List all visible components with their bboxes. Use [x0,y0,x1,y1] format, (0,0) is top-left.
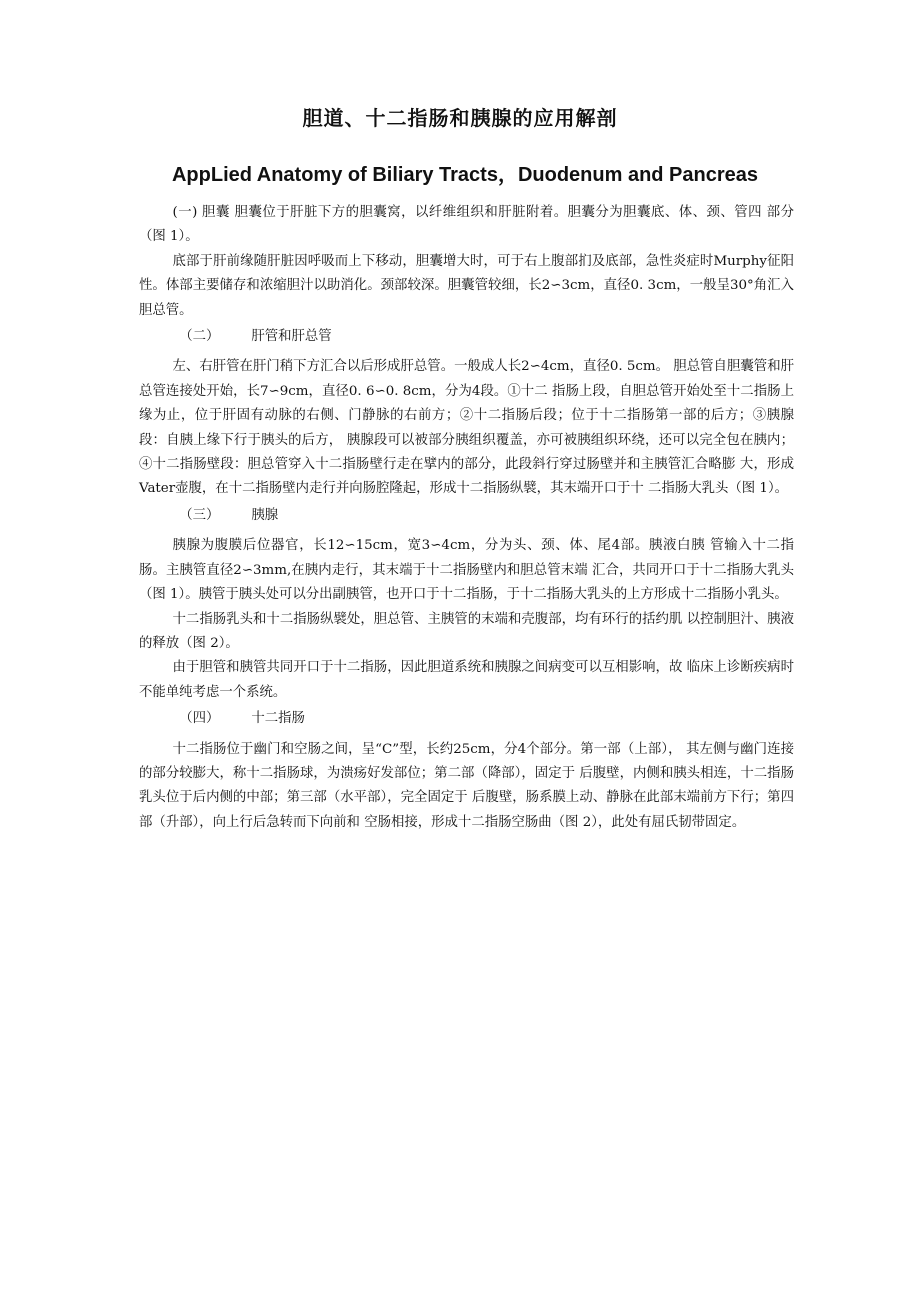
section-number: （三） [179,507,220,523]
section-pancreas-heading [139,504,794,528]
section-hepatic-duct-paragraph: 左、右肝管在肝门稍下方汇合以后形成肝总管。一般成人长2∽4cm，直径0. 5cm。 胆总管自胆囊管和肝总管连接处开始，长7∽9cm，直径0. 6∽0. 8cm，分为4段。①十二 指肠上段，自胆总管开始处至十二指肠上缘为止，位于肝固有动脉的右侧、门静脉的右前方；②十二指肠后段；位于十二指肠第一部的后方；③胰腺段：自胰上缘下行于胰头的后方， 胰腺段可以被部分胰组织覆盖，亦可被胰组织环绕，还可以完全包在胰内；④十二指肠壁段：胆总管穿入十二指肠壁行走在擘内的部分，此段斜行穿过肠壁并和主胰管汇合略膨 大，形成Vater壶腹，在十二指肠壁内走行并向肠腔隆起，形成十二指肠纵襞，其末端开口于十 二指肠大乳头（图 1）。 [139,359,794,497]
section-title: 十二指肠 [251,711,305,727]
section-title: 胰腺 [251,507,279,523]
section-number: （二） [179,329,220,345]
section-pancreas-paragraph-1: 胰腺为腹膜后位器官，长12∽15cm，宽3∽4cm，分为头、颈、体、尾4部。胰液白胰 管输入十二指肠。主胰管直径2∽3mm,在胰内走行，其末端于十二指肠壁内和胆总管末端 汇合，共同开口于十二指肠大乳头（图 1）。胰管于胰头处可以分出副胰管，也开口于十二指肠，于十二指肠大乳头的上方形成十二指肠小乳头。 [139,538,794,603]
section-pancreas-paragraph-3: 由于胆管和胰管共同开口于十二指肠，因此胆道系统和胰腺之间病变可以互相影响，故 临床上诊断疾病时不能单纯考虑一个系统。 [139,660,794,700]
section-gallbladder-paragraph-2: 底部于肝前缘随肝脏因呼吸而上下移动，胆囊增大时，可于右上腹部扪及底部，急性炎症时Murphy征阳性。体部主要储存和浓缩胆汁以助消化。颈部较深。胆囊管较细，长2∽3cm，直径0. 3cm，一般呈30°角汇入胆总管。 [139,253,794,318]
section-number: （四） [179,711,220,727]
section-hepatic-duct-heading [139,325,794,349]
page-title-chinese: 胆道、十二指肠和胰腺的应用解剖 [302,106,618,130]
section-title: 肝管和肝总管 [251,329,332,345]
section-duodenum-paragraph: 十二指肠位于幽门和空肠之间，呈“C”型，长约25cm，分4个部分。第一部（上部）， 其左侧与幽门连接的部分较膨大，称十二指肠球，为溃疡好发部位；第二部（降部），固定于 后腹壁，内侧和胰头相连，十二指肠乳头位于后内侧的中部；第三部（水平部），完全固定于 后腹壁，肠系膜上动、静脉在此部末端前方下行；第四部（升部），向上行后急转而下向前和 空肠相接，形成十二指肠空肠曲（图 2），此处有屈氏韧带固定。 [139,741,794,830]
document-body [139,201,794,835]
section-duodenum-heading [139,707,794,731]
section-gallbladder-paragraph-1: (一) 胆囊 胆囊位于肝脏下方的胆囊窝，以纤维组织和肝脏附着。胆囊分为胆囊底、体、颈、管四 部分（图 1）。 [139,205,794,245]
page-title-english: AppLied Anatomy of Biliary Tracts，Duodenum and Pancreas [171,164,759,186]
section-pancreas-paragraph-2: 十二指肠乳头和十二指肠纵襞处，胆总管、主胰管的末端和壳腹部，均有环行的括约肌 以控制胆汁、胰液的释放（图 2）。 [139,611,794,651]
